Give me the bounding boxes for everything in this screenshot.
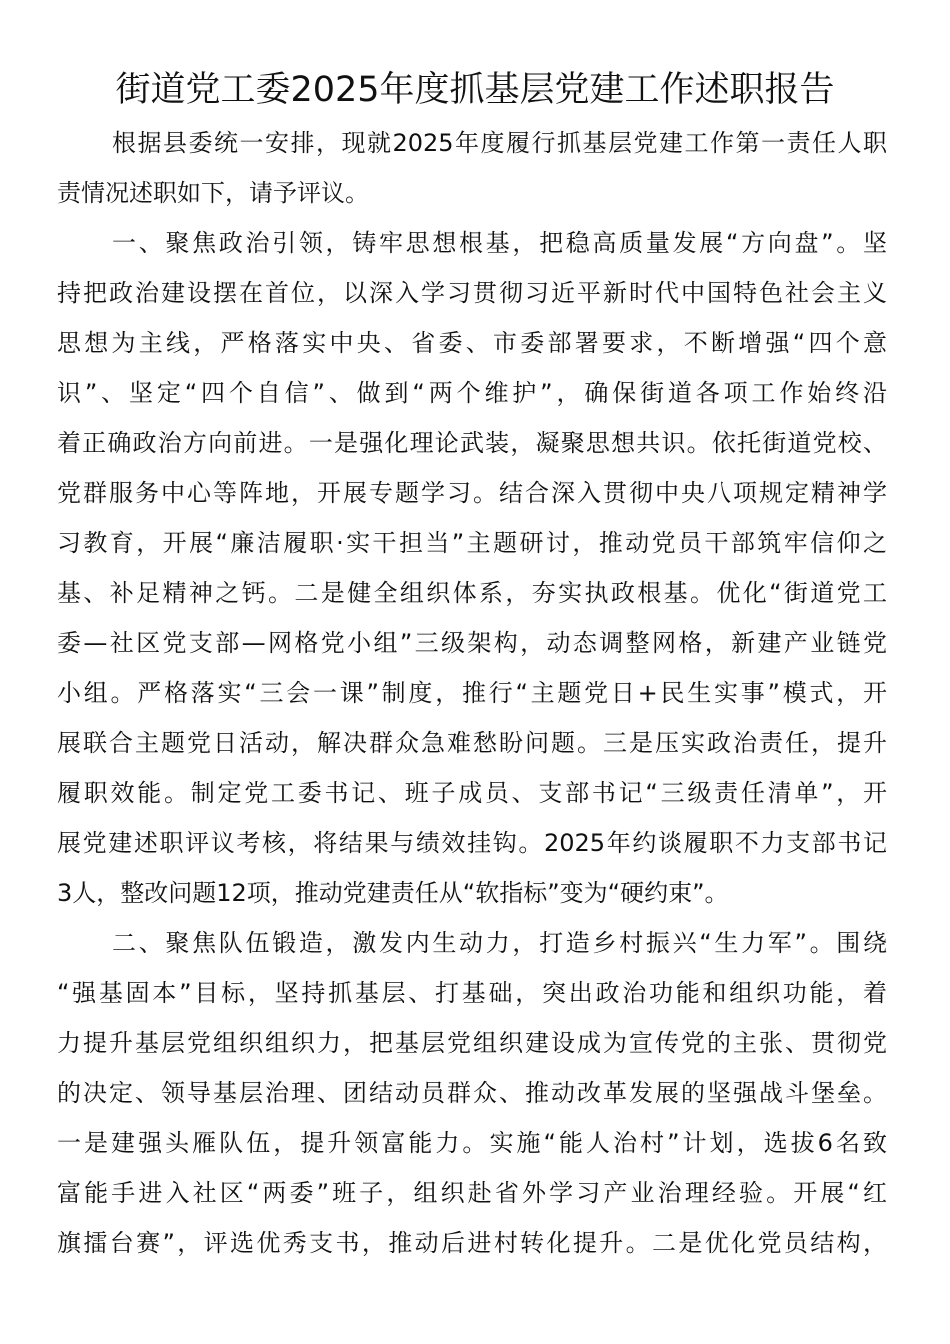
text-line: 着正确政治方向前进。一是强化理论武装，凝聚思想共识。依托街道党校、 [57,429,887,457]
text-line: 3人，整改问题12项，推动党建责任从“软指标”变为“硬约束”。 [57,879,729,907]
document-title: 街道党工委2025年度抓基层党建工作述职报告 [115,70,835,110]
paragraph [57,118,887,218]
text-line: 旗擂台赛”，评选优秀支书，推动后进村转化提升。二是优化党员结构， [57,1229,887,1257]
text-line: 一、聚焦政治引领，铸牢思想根基，把稳高质量发展“方向盘”。坚 [112,229,887,257]
text-line: 一是建强头雁队伍，提升领富能力。实施“能人治村”计划，选拔6名致 [57,1129,887,1157]
text-line: 根据县委统一安排，现就2025年度履行抓基层党建工作第一责任人职 [112,129,887,157]
text-line: 二、聚焦队伍锻造，激发内生动力，打造乡村振兴“生力军”。围绕 [112,929,887,957]
text-line: 展联合主题党日活动，解决群众急难愁盼问题。三是压实政治责任，提升 [57,729,887,757]
text-line: 基、补足精神之钙。二是健全组织体系，夯实执政根基。优化“街道党工 [57,579,887,607]
text-line: 识”、坚定“四个自信”、做到“两个维护”，确保街道各项工作始终沿 [57,379,887,407]
text-line: “强基固本”目标，坚持抓基层、打基础，突出政治功能和组织功能，着 [57,979,887,1007]
text-line: 的决定、领导基层治理、团结动员群众、推动改革发展的坚强战斗堡垒。 [57,1079,887,1107]
text-line: 小组。严格落实“三会一课”制度，推行“主题党日+民生实事”模式，开 [57,679,887,707]
text-line: 党群服务中心等阵地，开展专题学习。结合深入贯彻中央八项规定精神学 [57,479,887,507]
text-line: 习教育，开展“廉洁履职·实干担当”主题研讨，推动党员干部筑牢信仰之 [57,529,887,557]
text-line: 富能手进入社区“两委”班子，组织赴省外学习产业治理经验。开展“红 [57,1179,887,1207]
paragraph [57,218,887,918]
text-line: 思想为主线，严格落实中央、省委、市委部署要求，不断增强“四个意 [57,329,887,357]
text-line: 持把政治建设摆在首位，以深入学习贯彻习近平新时代中国特色社会主义 [57,279,887,307]
document-body [57,118,887,1268]
text-line: 力提升基层党组织组织力，把基层党组织建设成为宣传党的主张、贯彻党 [57,1029,887,1057]
text-line: 委—社区党支部—网格党小组”三级架构，动态调整网格，新建产业链党 [57,629,887,657]
paragraph [57,918,887,1268]
text-line: 责情况述职如下，请予评议。 [57,179,369,207]
text-line: 履职效能。制定党工委书记、班子成员、支部书记“三级责任清单”，开 [57,779,887,807]
text-line: 展党建述职评议考核，将结果与绩效挂钩。2025年约谈履职不力支部书记 [57,829,887,857]
